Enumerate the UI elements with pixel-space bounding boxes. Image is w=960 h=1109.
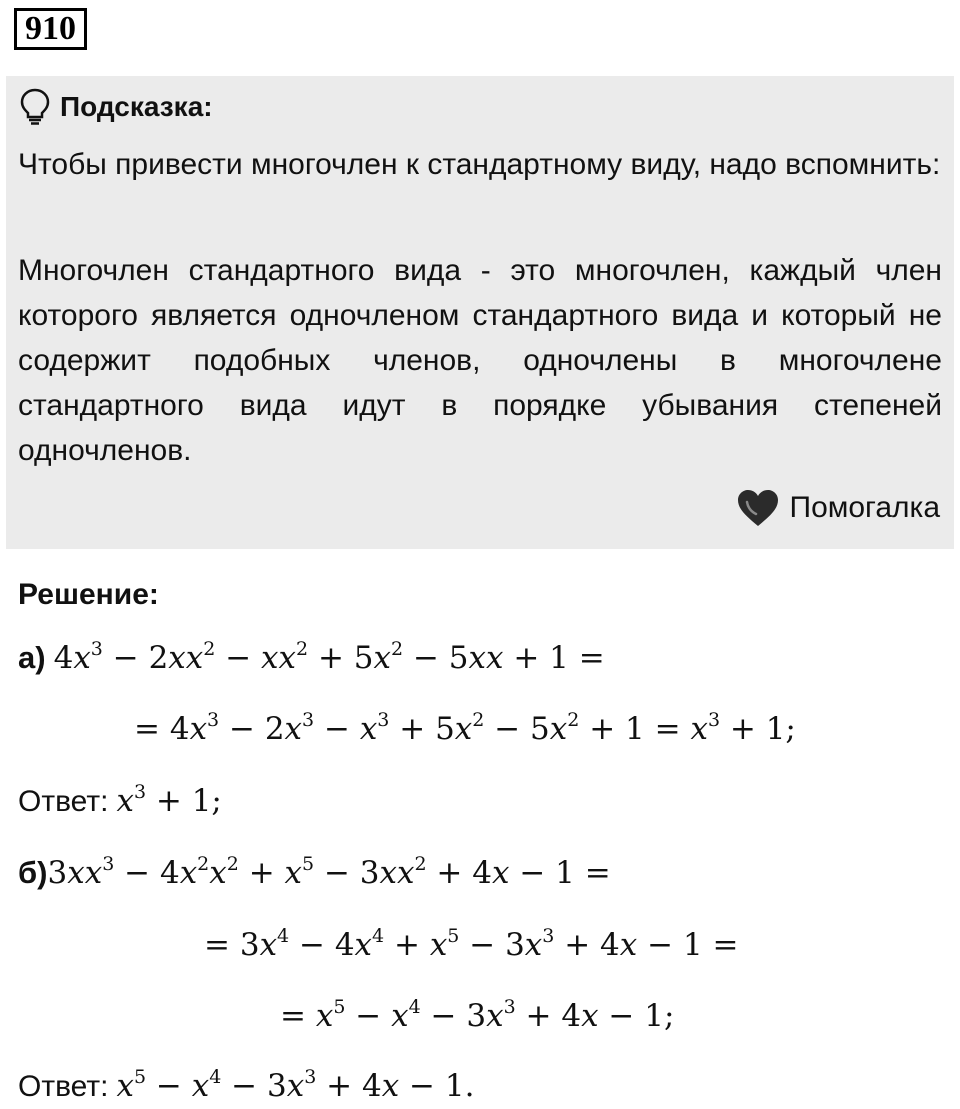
brand xyxy=(736,488,941,528)
heart-icon xyxy=(736,488,780,528)
part-a-simplification: = $4x^3 - 2x^3 - x^3 + 5x^2 - 5x^2 + 1 = x^3 + 1$; xyxy=(134,709,796,747)
part-b-line-3 xyxy=(280,998,674,1034)
part-a-label: а) xyxy=(18,640,46,675)
hint-paragraph: Чтобы привести многочлен к стандартному виду, надо вспомнить: xyxy=(18,148,941,181)
part-a-answer xyxy=(18,783,222,819)
part-a-answer-value: $x^3 + 1$; xyxy=(116,781,222,819)
answer-label: Ответ: xyxy=(18,1070,109,1103)
task-number: 910 xyxy=(14,8,87,50)
answer-label: Ответ: xyxy=(18,785,109,818)
part-a-line-1 xyxy=(18,640,605,676)
part-b-line-1 xyxy=(18,855,611,891)
part-b-line-2 xyxy=(204,927,739,963)
hint-title: Подсказка: xyxy=(60,91,213,122)
part-b-expression: $3xx^3 - 4x^2x^2 + x^5 - 3xx^2 + 4x - 1$ = xyxy=(47,853,611,891)
part-b-label: б) xyxy=(18,855,48,890)
hint-header xyxy=(20,88,213,126)
part-b-result: = $x^5 - x^4 - 3x^3 + 4x - 1$; xyxy=(280,996,675,1034)
part-b-answer xyxy=(18,1068,474,1104)
hint-box xyxy=(6,76,954,549)
brand-name: Помогалка xyxy=(789,491,940,524)
lightbulb-icon xyxy=(20,88,50,126)
part-a-line-2 xyxy=(134,711,796,747)
part-b-answer-value: $x^5 - x^4 - 3x^3 + 4x - 1$. xyxy=(116,1066,475,1104)
solution-title: Решение: xyxy=(18,578,159,611)
part-a-expression: $4x^3 - 2xx^2 - xx^2 + 5x^2 - 5xx + 1$ = xyxy=(53,638,605,676)
part-b-simplification: = $3x^4 - 4x^4 + x^5 - 3x^3 + 4x - 1$ = xyxy=(204,925,739,963)
hint-definition: Многочлен стандартного вида - это многочлен, каждый член которого является одночленом стандартного вида и который не содержит подобных членов, одночлены в многочлене стандартного вида идут в порядке убывания степеней одночленов. xyxy=(18,254,942,467)
